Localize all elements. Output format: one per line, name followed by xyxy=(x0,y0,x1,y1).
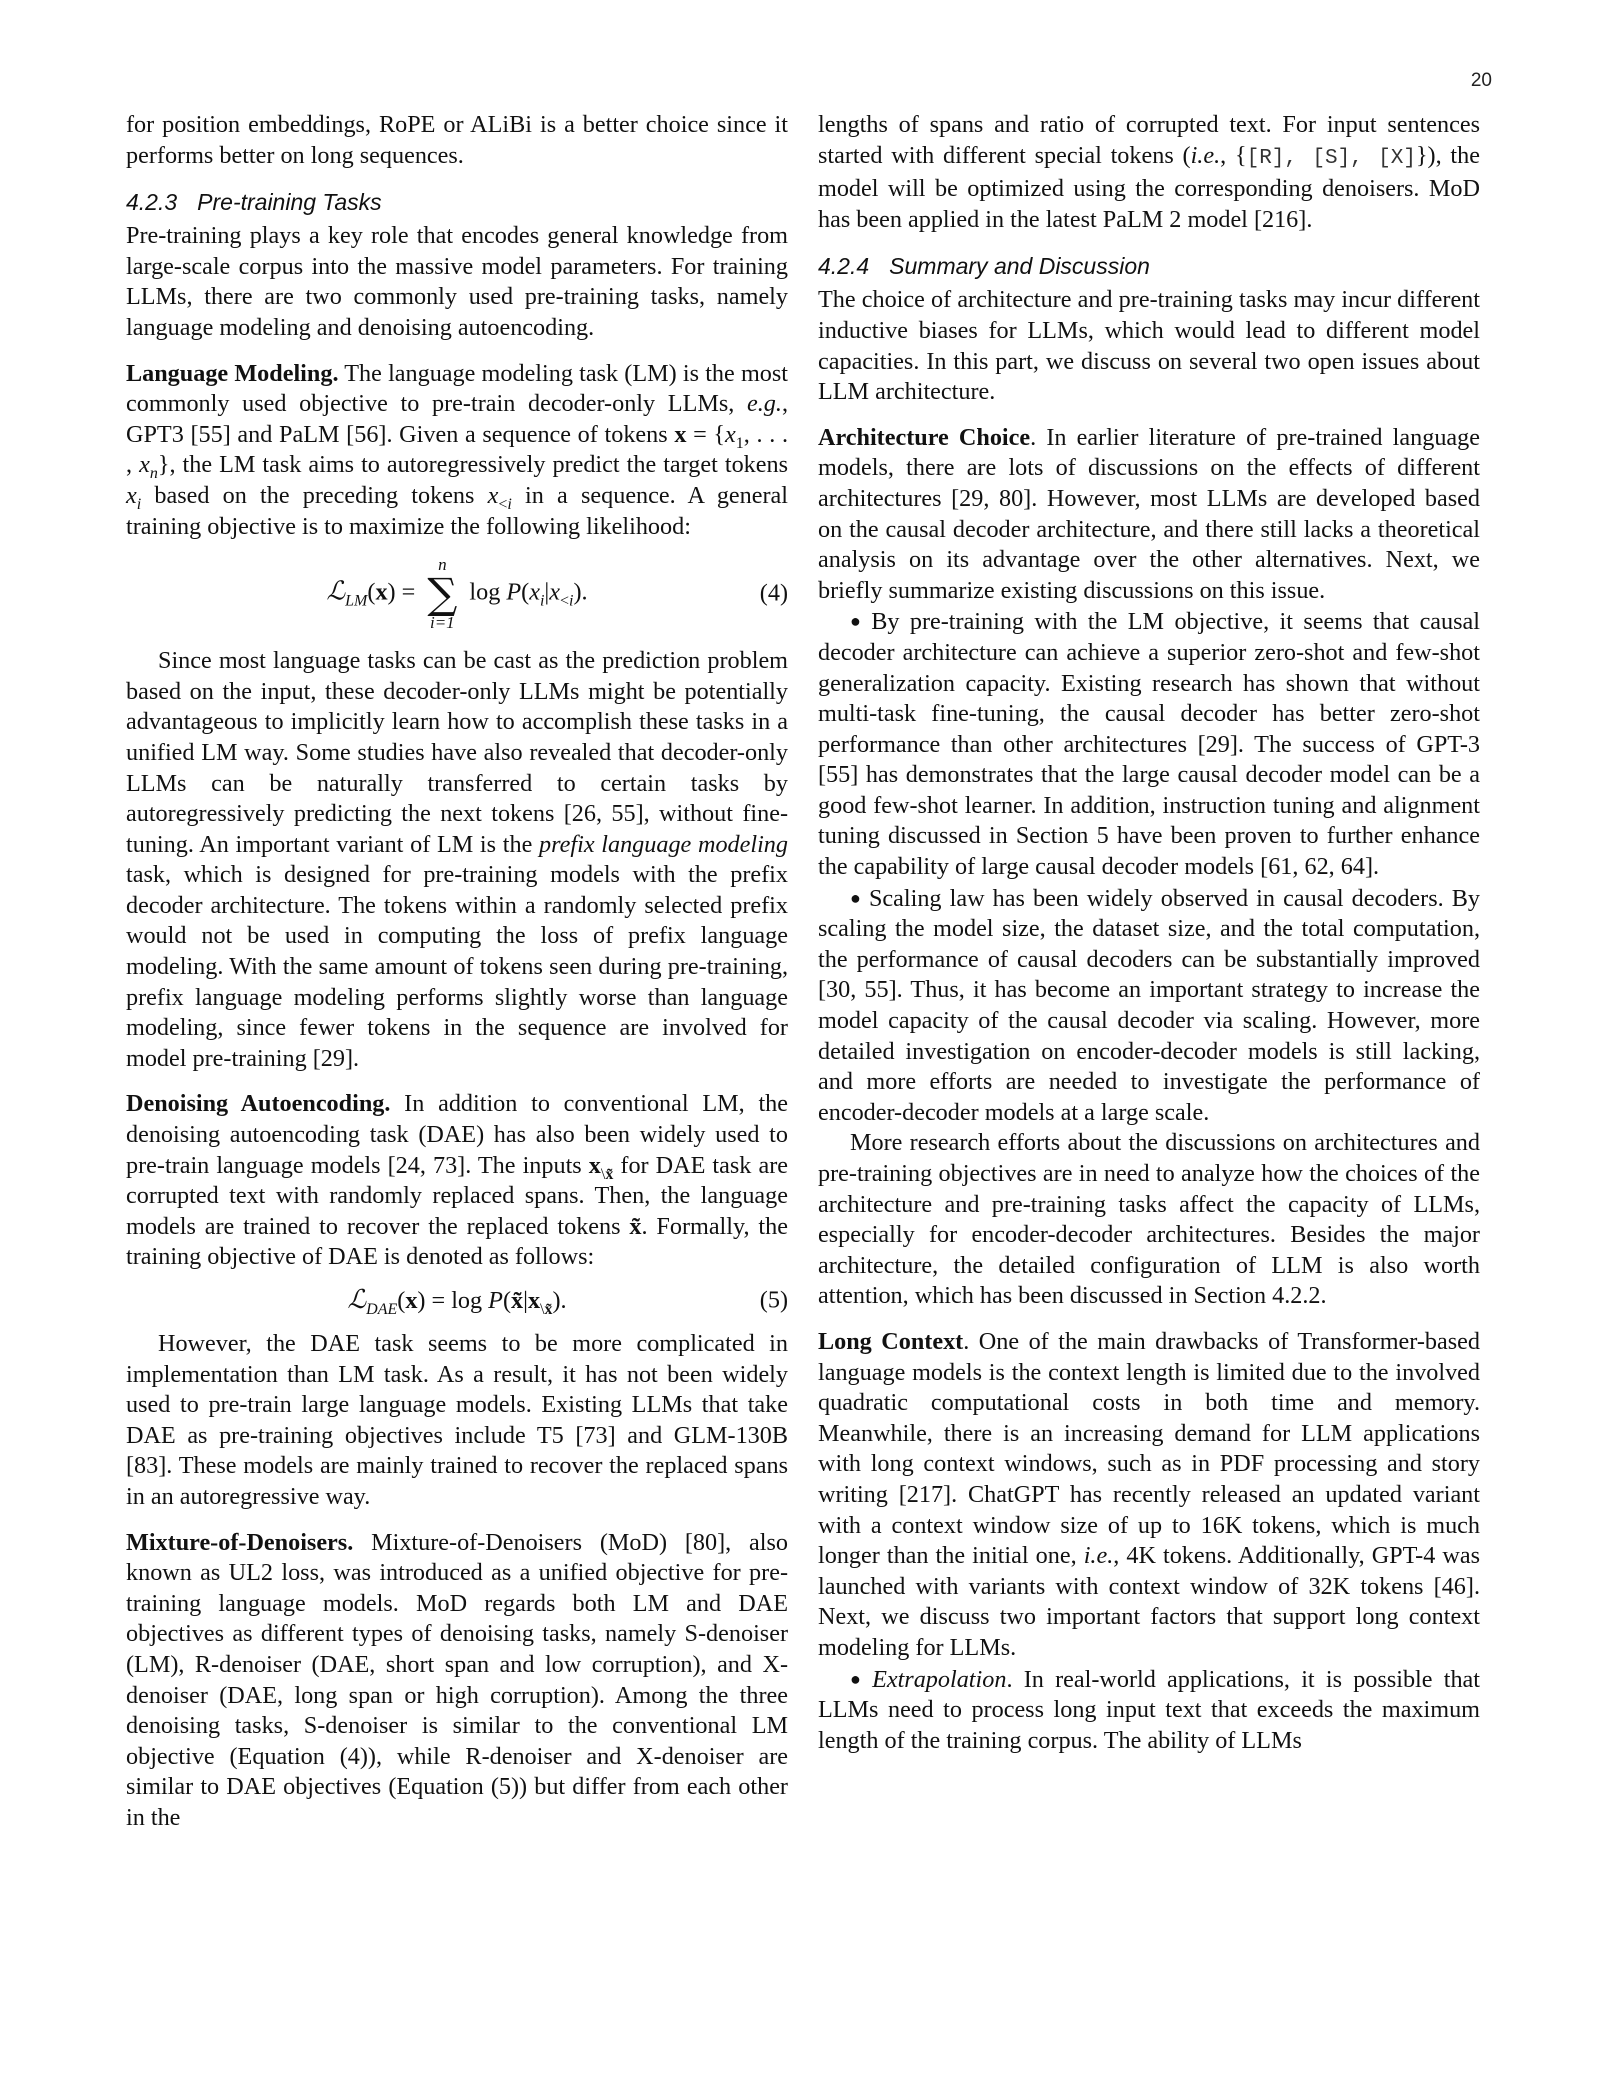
section-number: 4.2.4 xyxy=(818,253,870,280)
text-run: . In earlier literature of pre-trained language models, there are lots of discussions on the effects of different architectures [29, 80]. However, most LLMs are developed based on the causal decoder architecture, and there still lacks a theoretical analysis on its advantage over the other alternatives. Next, we briefly summarize existing discussions on this issue. xyxy=(818,423,1480,604)
text-run: , 4K tokens. Additionally, GPT-4 was launched with variants with context window of 32K tokens [46]. Next, we discuss two important factors that support long context modeling for LLMs. xyxy=(818,1542,1480,1661)
text-run: lengths of spans and ratio of corrupted text. For input sentences started with different special tokens ( xyxy=(818,111,1480,169)
text-run: The language modeling task (LM) is the most commonly used objective to pre-train decoder-only LLMs, xyxy=(126,359,788,418)
architecture-choice-paragraph xyxy=(818,423,1480,607)
text-run: . Formally, the training objective of DAE is denoted as follows: xyxy=(126,1212,788,1271)
text-run: , { xyxy=(1220,141,1247,169)
equation-lm-body: ℒ$_{LM}$(x) = n ∑ i=1 $\log P(x_i|x_{<i})$. xyxy=(326,555,588,633)
text-run: . One of the main drawbacks of Transformer-based language models is the context length is limited due to the involved quadratic computational costs in both time and memory. Meanwhile, there is an increasing demand for LLM applications with long context windows, such as in PDF processing and story writing [217]. ChatGPT has recently released an updated variant with a context window size of up to 16K tokens, which is much longer than the initial one, xyxy=(818,1327,1480,1570)
token-s: [S] xyxy=(1312,146,1351,170)
text-run: task, which is designed for pre-training models with the prefix decoder architecture. The tokens within a randomly selected prefix would not be used in computing the loss of prefix language modeling. With the same amount of tokens seen during pre-training, prefix language modeling performs slightly worse than language modeling, since fewer tokens in the sequence are involved for model pre-training [29]. xyxy=(126,861,788,1072)
text-run: Mixture-of-Denoisers (MoD) [80], also known as UL2 loss, was introduced as a unified objective for pre-training language models. MoD regards both LM and DAE objectives as different types of denoising tasks, namely S-denoiser (LM), R-denoiser (DAE, short span and low corruption), and X-denoiser (DAE, long span or high corruption). Among the three denoising tasks, S-denoiser is similar to the conventional LM objective (Equation (4)), while R-denoiser and X-denoiser are similar to DAE objectives (Equation (5)) but differ from each other in the xyxy=(126,1528,788,1831)
equation-number: (4) xyxy=(759,579,788,607)
text-run: for DAE task are corrupted text with randomly replaced spans. Then, the language models are trained to recover the replaced tokens xyxy=(126,1151,788,1240)
extrapolation-label: Extrapolation xyxy=(872,1665,1007,1693)
mod-paragraph xyxy=(126,1528,788,1834)
text-run: . In real-world applications, it is possible that LLMs need to process long input text that exceeds the maximum length of the training corpus. The ability of LLMs xyxy=(818,1665,1480,1754)
text-run: Scaling law has been widely observed in causal decoders. By scaling the model size, the dataset size, and the total computation, the performance of causal decoders can be substantially improved [30, 55]. Thus, it has become an important strategy to increase the model capacity of the causal decoder via scaling. However, more detailed investigation on encoder-decoder models is still lacking, and more efforts are needed to investigate the performance of encoder-decoder models at a large scale. xyxy=(818,884,1481,1126)
token-x: [X] xyxy=(1378,146,1416,170)
text-run: In addition to conventional LM, the denoising autoencoding task (DAE) has also been widely used to pre-train language models [24, 73]. The inputs xyxy=(126,1090,788,1179)
text-run: in a sequence. A general training objective is to maximize the following likelihood: xyxy=(126,481,788,540)
long-context-paragraph xyxy=(818,1327,1480,1664)
inline-math-xtilde: x̃ xyxy=(629,1212,642,1240)
text-run: , xyxy=(1350,146,1379,170)
inline-math-x-minus-xtilde: $x_{\backslash x̃}$ xyxy=(588,1151,614,1183)
bullet-item xyxy=(818,606,1480,882)
inline-math-x-less-i: $x_{<i}$ xyxy=(487,481,512,513)
language-modeling-heading: Language Modeling. xyxy=(126,359,339,387)
extrapolation-bullet xyxy=(818,1664,1480,1757)
text-run: e.g. xyxy=(747,390,782,418)
summary-intro-paragraph: The choice of architecture and pre-training tasks may incur different inductive biases for LLMs, which would lead to different model capacities. In this part, we discuss on several two open issues about LLM architecture. xyxy=(818,286,1480,406)
bullet-icon: ● xyxy=(850,611,866,632)
text-run: , GPT3 [55] and PaLM [56]. Given a sequence of tokens xyxy=(126,390,788,448)
architecture-choice-heading: Architecture Choice xyxy=(818,423,1031,451)
inline-math-xi: $x_i$ xyxy=(126,481,142,513)
section-title: Summary and Discussion xyxy=(889,253,1150,280)
equation-5 xyxy=(126,1279,788,1323)
denoising-paragraph xyxy=(126,1089,788,1273)
mod-continued-paragraph xyxy=(818,110,1480,235)
section-heading-4-2-4 xyxy=(818,251,1480,281)
summation-symbol: n ∑ i=1 xyxy=(427,555,458,633)
page-number: 20 xyxy=(1470,70,1492,91)
intro-paragraph: for position embeddings, RoPE or ALiBi is a better choice since it performs better on long sequences. xyxy=(126,111,788,169)
language-modeling-paragraph xyxy=(126,359,788,543)
equation-dae-body: ℒ$_{DAE}$(x) = $\log P(x̃|x_{\backslash x̃})$. xyxy=(347,1285,567,1319)
text-run: , the LM task aims to autoregressively predict the target tokens xyxy=(169,451,788,479)
text-run: , xyxy=(1284,146,1313,170)
bullet-icon: ● xyxy=(850,887,863,908)
bullet-icon: ● xyxy=(850,1668,867,1689)
right-column xyxy=(818,110,1480,1756)
text-run: i.e. xyxy=(1190,141,1221,169)
section-heading-4-2-3 xyxy=(126,187,788,217)
denoising-heading: Denoising Autoencoding. xyxy=(126,1090,391,1118)
dae-discussion-paragraph: However, the DAE task seems to be more complicated in implementation than LM task. As a result, it has not been widely used to pre-train large language models. Existing LLMs that take DAE as pre-training objectives include T5 [73] and GLM-130B [83]. These models are mainly trained to recover the replaced spans in an autoregressive way. xyxy=(126,1330,788,1510)
emphasis-prefix-lm: prefix language modeling xyxy=(539,830,788,858)
text-run: By pre-training with the LM objective, it seems that causal decoder architecture can achieve a superior zero-shot and few-shot generalization capacity. Existing research has shown that without multi-task fine-tuning, the causal decoder has better zero-shot performance than other architectures [29]. The success of GPT-3 [55] has demonstrates that the large causal decoder model can be a good few-shot learner. In addition, instruction tuning and alignment tuning discussed in Section 5 have been proven to further enhance the capability of large causal decoder models [61, 62, 64]. xyxy=(818,608,1480,881)
token-r: [R] xyxy=(1246,146,1285,170)
section-title: Pre-training Tasks xyxy=(197,189,382,216)
text-run: based on the preceding tokens xyxy=(141,481,488,509)
bullet-item xyxy=(818,883,1480,1129)
pretraining-intro-paragraph: Pre-training plays a key role that encodes general knowledge from large-scale corpus into the massive model parameters. For training LLMs, there are two commonly used pre-training tasks, namely language modeling and denoising autoencoding. xyxy=(126,222,788,341)
left-column xyxy=(126,110,788,1834)
text-run: }), the model will be optimized using the corresponding denoisers. MoD has been applied in the latest PaLM 2 model [216]. xyxy=(818,141,1480,233)
equation-4 xyxy=(126,548,788,640)
section-number: 4.2.3 xyxy=(126,189,178,216)
long-context-heading: Long Context xyxy=(818,1327,964,1355)
text-run: Since most language tasks can be cast as the prediction problem based on the input, these decoder-only LLMs might be potentially advantageous to implicitly learn how to accomplish these tasks in a unified LM way. Some studies have also revealed that decoder-only LLMs can be naturally transferred to certain tasks by autoregressively predicting the next tokens [26, 55], without fine-tuning. An important variant of LM is the xyxy=(126,647,788,858)
more-research-paragraph: More research efforts about the discussions on architectures and pre-training objectives are in need to analyze how the choices of the architecture and pre-training tasks affect the capacity of LLMs, especially for encoder-decoder architectures. Besides the major architecture, the detailed configuration of LLM is also worth attention, which has been discussed in Section 4.2.2. xyxy=(818,1129,1480,1310)
equation-number: (5) xyxy=(759,1286,788,1314)
text-run: i.e. xyxy=(1083,1542,1114,1570)
inline-math-token-set: $x = \{x_1$, . . . , $x_n$} xyxy=(126,420,789,483)
lm-discussion-paragraph xyxy=(126,646,788,1074)
mod-heading: Mixture-of-Denoisers. xyxy=(126,1528,354,1556)
